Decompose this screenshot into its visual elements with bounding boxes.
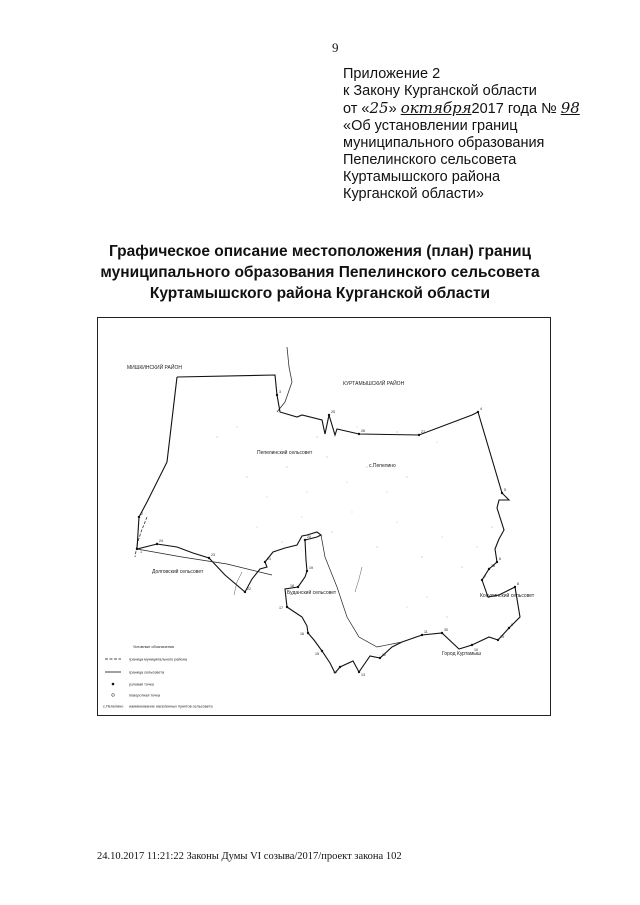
point-label: 14 [333, 670, 337, 674]
point-label: 24 [159, 539, 163, 543]
title-line-2: муниципального образования Пепелинского сельсовета [100, 264, 540, 281]
point-label: 17 [279, 606, 283, 610]
legend-item-1: граница муниципального района [129, 657, 187, 662]
point-label: 21 [267, 557, 271, 561]
document-footer: 24.10.2017 11:21:22 Законы Думы VI созыва/2017/проект закона 102 [97, 851, 402, 862]
appendix-line-6: Пепелинского сельсовета [343, 152, 517, 168]
point-label: 15 [315, 652, 319, 656]
point-label: 6 [499, 557, 501, 561]
appendix-date-line [343, 100, 580, 118]
appendix-line-7: Куртамышского района [343, 169, 501, 185]
point-label: 13 [361, 673, 365, 677]
label-kurtamysh-town: Город Куртамыш [442, 651, 481, 657]
title-line-1: Графическое описание местоположения (план) границ [108, 243, 532, 260]
legend-title: Условные обозначения [133, 645, 175, 649]
legend-item-5: наименование населенных пунктов сельсовета [129, 704, 213, 709]
appendix-line-8: Курганской области» [343, 186, 484, 202]
legend-item-4: поворотная точка [129, 693, 161, 698]
handwritten-law-number: 98 [560, 99, 580, 117]
point-label: 11 [424, 630, 428, 634]
document-title [60, 241, 580, 304]
year-text: 2017 года № [471, 101, 557, 117]
point-label: 19 [309, 566, 313, 570]
appendix-line-1: Приложение 2 [343, 66, 441, 82]
date-mid: » [388, 101, 397, 117]
point-label: 4 [480, 407, 482, 411]
appendix-line-5: муниципального образования [343, 135, 545, 151]
legend-item-3: узловая точка [129, 682, 154, 687]
appendix-header [343, 66, 580, 203]
point-label: 26 [361, 429, 365, 433]
point-label: 28 [491, 564, 495, 568]
point-label: 2 [141, 512, 143, 516]
legend-item-2: граница сельсовета [129, 670, 165, 675]
point-label: 30 [444, 628, 448, 632]
handwritten-day: 25 [369, 99, 389, 117]
legend-symbol-node [112, 683, 115, 686]
label-settlement-pepelino: с.Пепелино [369, 463, 396, 469]
legend-item-5-sample: с.Пепелино [103, 704, 124, 709]
point-label: 12 [382, 653, 386, 657]
point-label: 5 [504, 488, 506, 492]
page-number: 9 [332, 40, 339, 55]
boundary-map [97, 317, 551, 716]
title-line-3: Куртамышского района Курганской области [149, 285, 491, 302]
point-label: 18 [290, 584, 294, 588]
point-label: 10 [474, 648, 478, 652]
label-kosulinsky-council: Косулинский сельсовет [480, 593, 535, 599]
label-kurtamysh-district: КУРТАМЫШСКИЙ РАЙОН [343, 381, 405, 387]
date-prefix: от « [343, 101, 370, 117]
point-label: 3 [279, 390, 281, 394]
appendix-line-4: «Об установлении границ [343, 118, 518, 134]
point-label: 1 [140, 550, 142, 554]
point-label: 23 [211, 553, 215, 557]
point-label: 22 [247, 587, 251, 591]
point-label: 25 [331, 410, 335, 414]
point-label: 8 [517, 582, 519, 586]
map-frame [98, 318, 551, 716]
appendix-line-2: к Закону Курганской области [343, 83, 537, 99]
point-label: 20 [307, 535, 311, 539]
label-budankovsky-council: Буданский сельсовет [287, 590, 337, 596]
point-label: 7 [484, 575, 486, 579]
point-label: 16 [300, 632, 304, 636]
point-label: 29 [500, 635, 504, 639]
handwritten-month: октября [400, 99, 472, 117]
label-mishkino-district: МИШКИНСКИЙ РАЙОН [127, 365, 182, 371]
point-label: 9 [511, 623, 513, 627]
label-dolgovsky-council: Долговский сельсовет [152, 569, 204, 575]
label-pepelino-council: Пепелинский сельсовет [257, 450, 313, 456]
point-label: 27 [421, 430, 425, 434]
